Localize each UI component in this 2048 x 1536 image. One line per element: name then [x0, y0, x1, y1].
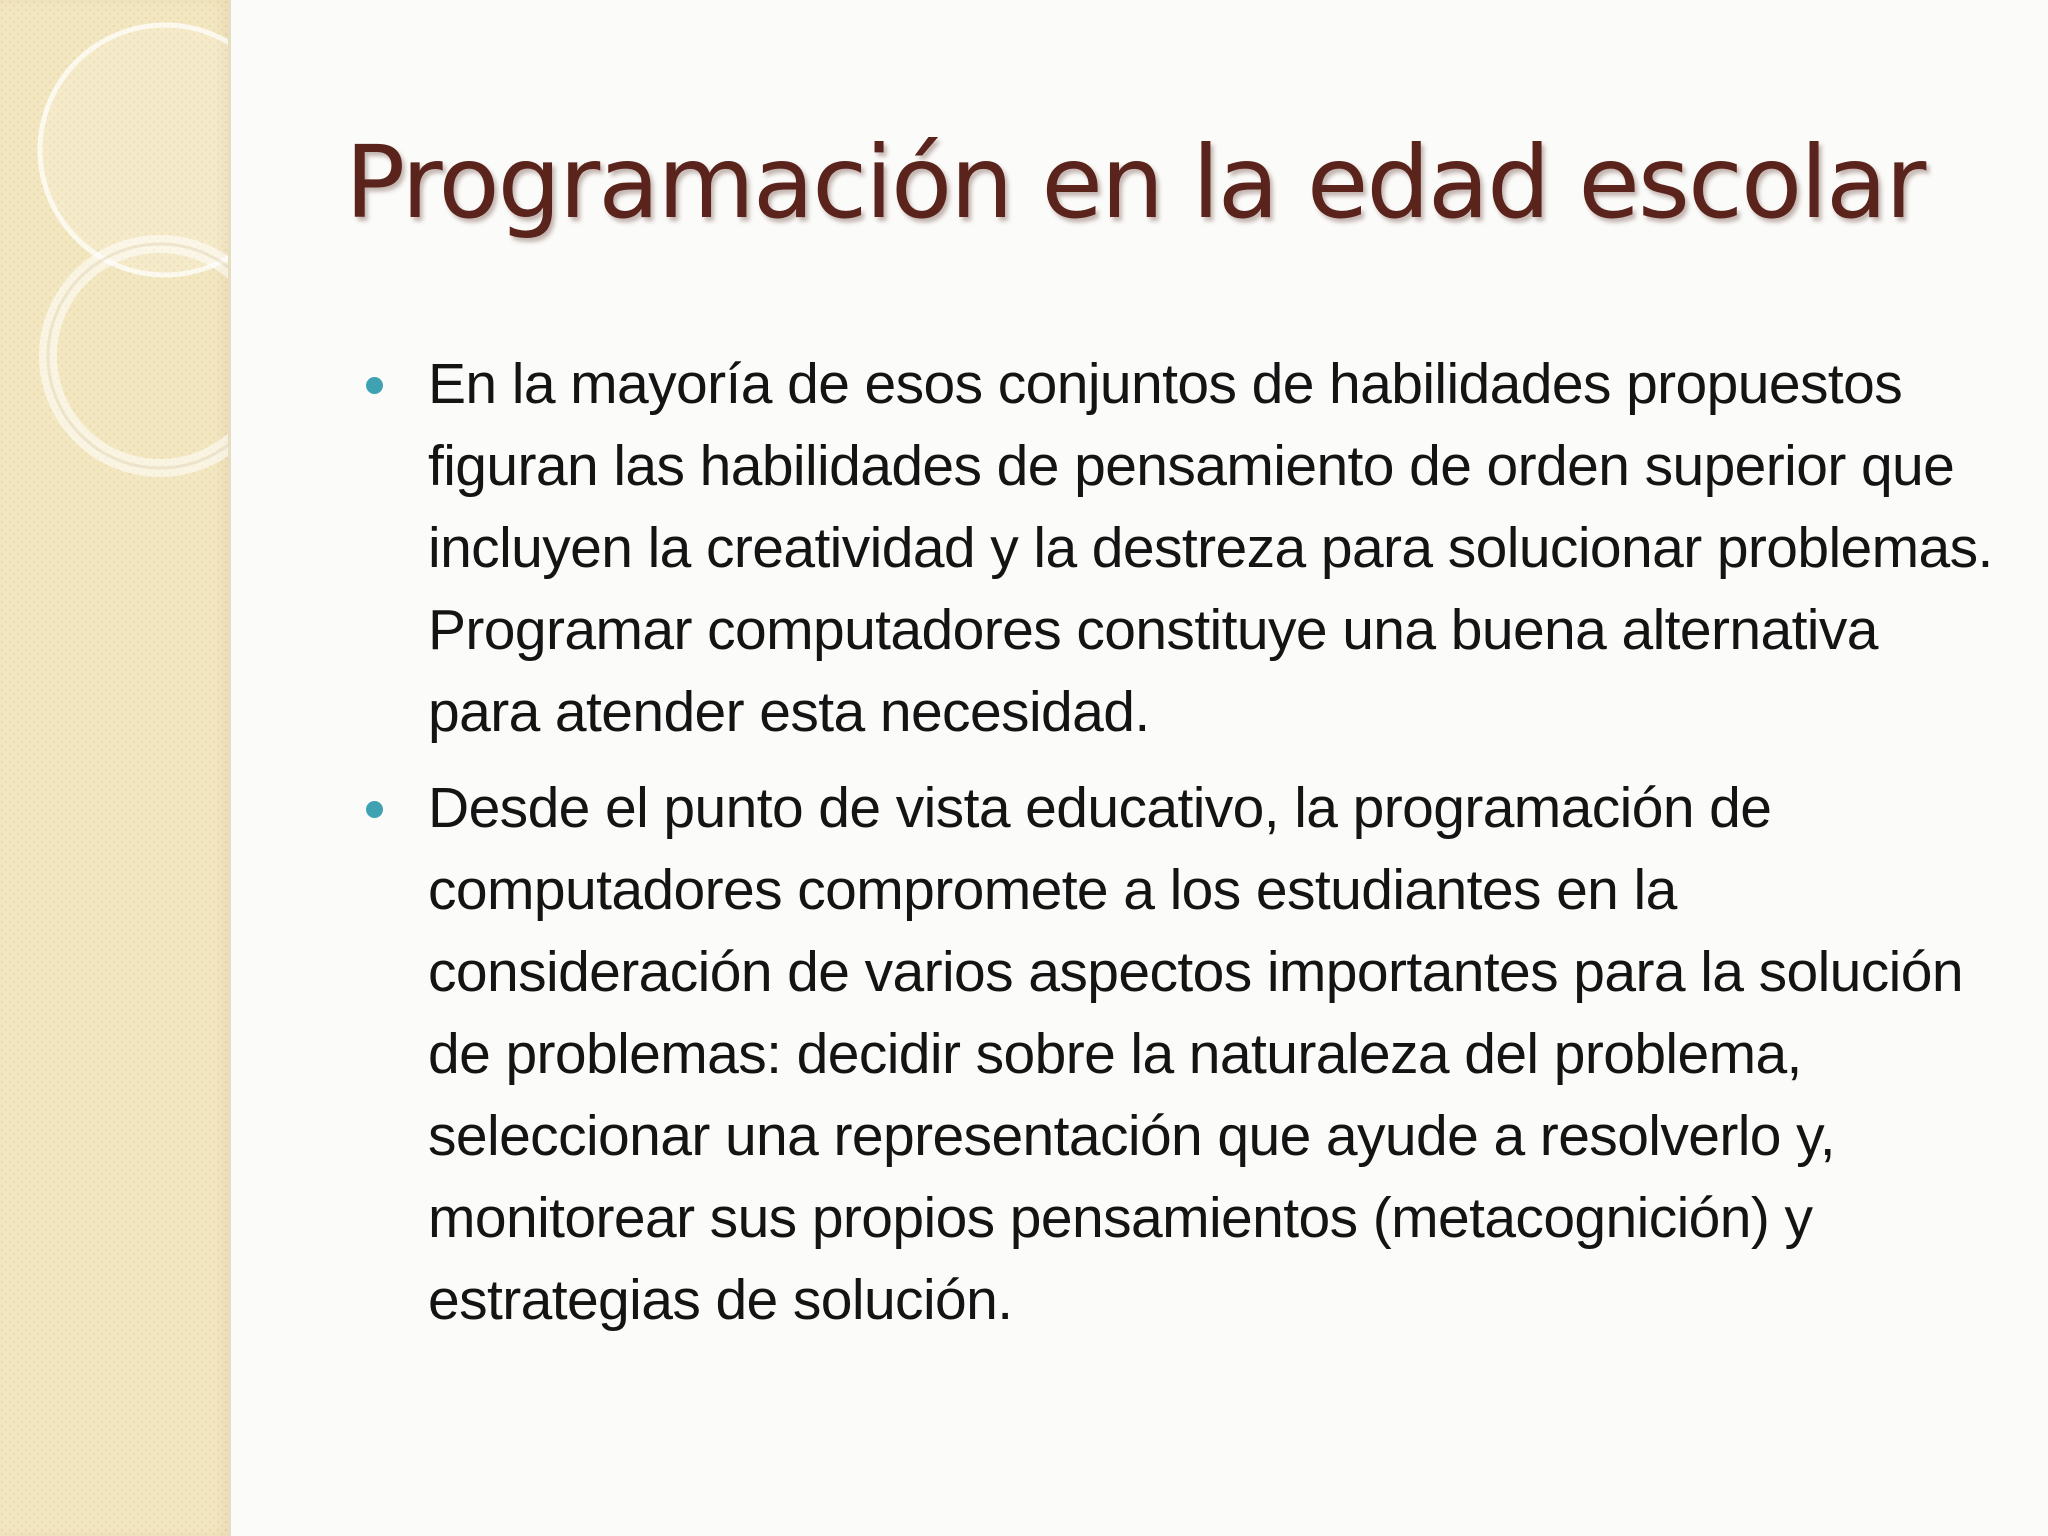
bullet-list	[354, 343, 1994, 1355]
bullet-item-2	[354, 767, 1994, 1341]
bullet-text: En la mayoría de esos conjuntos de habilidades propuestos figuran las habilidades de pensamiento de orden superior que incluyen la creatividad y la destreza para solucionar problemas. Programar computadores constituye una buena alternativa para atender esta necesidad.	[428, 352, 1993, 744]
decorative-side-panel	[0, 0, 231, 1536]
ring-ornament-icon	[0, 0, 228, 520]
round-bullet-icon	[366, 801, 383, 818]
slide-title: Programación en la edad escolar	[345, 124, 1925, 241]
bullet-text: Desde el punto de vista educativo, la programación de computadores compromete a los estudiantes en la consideración de varios aspectos importantes para la solución de problemas: decidir sobre la naturaleza del problema, seleccionar una representación que ayude a resolverlo y, monitorear sus propios pensamientos (metacognición) y estrategias de solución.	[428, 776, 1963, 1332]
round-bullet-icon	[366, 377, 383, 394]
bullet-item-1	[354, 343, 1994, 753]
